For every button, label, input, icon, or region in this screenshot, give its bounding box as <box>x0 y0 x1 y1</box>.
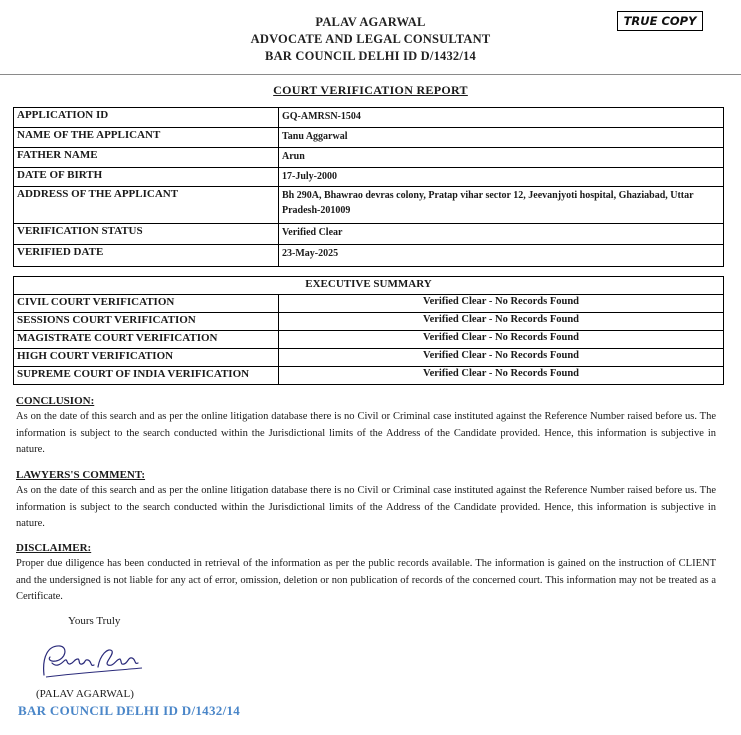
detail-label: FATHER NAME <box>14 148 279 168</box>
summary-label: CIVIL COURT VERIFICATION <box>14 295 279 313</box>
conclusion-section <box>16 395 716 459</box>
disclaimer-text: Proper due diligence has been conducted in retrieval of the information as per the public records available. The information is gained on the instruction of CLIENT and the undersigned is not liable for any act of error, omission, deletion or non publication of records of the concerned court. This information may not be treated as a Certificate. <box>16 558 716 602</box>
lawyers-comment-text: As on the date of this search and as per the online litigation database there is no Civil or Criminal case instituted against the Reference Number raised before us. The information is subject to the search conducted within the Jurisdictional limits of the Address of the Candidate provided. Hence, this information is subjective in nature. <box>16 485 716 529</box>
conclusion-text: As on the date of this search and as per the online litigation database there is no Civil or Criminal case instituted against the Reference Number raised before us. The information is subject to the search conducted within the Jurisdictional limits of the Address of the Candidate provided. Hence, this information is subjective in nature. <box>16 411 716 455</box>
conclusion-heading: CONCLUSION: <box>16 395 95 407</box>
table-row <box>14 295 724 313</box>
closing-salutation: Yours Truly <box>68 615 121 627</box>
disclaimer-heading: DISCLAIMER: <box>16 542 92 554</box>
advocate-title: ADVOCATE AND LEGAL CONSULTANT <box>250 32 491 46</box>
executive-summary-table <box>13 276 724 385</box>
summary-label: MAGISTRATE COURT VERIFICATION <box>14 331 279 349</box>
table-row <box>14 367 724 385</box>
signer-name: (PALAV AGARWAL) <box>36 688 134 700</box>
table-row <box>14 148 724 168</box>
header-divider <box>0 74 741 75</box>
summary-heading: EXECUTIVE SUMMARY <box>14 277 724 295</box>
summary-value: Verified Clear - No Records Found <box>279 367 724 385</box>
footer-bar-council-id: BAR COUNCIL DELHI ID D/1432/14 <box>18 703 241 718</box>
detail-value: 23-May-2025 <box>279 245 724 267</box>
report-title: COURT VERIFICATION REPORT <box>273 83 468 97</box>
table-row <box>14 187 724 224</box>
detail-value: Bh 290A, Bhawrao devras colony, Pratap vihar sector 12, Jeevanjyoti hospital, Ghaziabad, Uttar Pradesh-201009 <box>279 187 724 224</box>
detail-value: Arun <box>279 148 724 168</box>
table-row <box>14 313 724 331</box>
lawyers-comment-heading: LAWYERS'S COMMENT: <box>16 469 146 481</box>
handwritten-signature <box>38 637 148 683</box>
summary-value: Verified Clear - No Records Found <box>279 295 724 313</box>
detail-value: Verified Clear <box>279 224 724 245</box>
table-header-row <box>14 277 724 295</box>
true-copy-stamp: TRUE COPY <box>617 11 703 31</box>
table-row <box>14 331 724 349</box>
detail-label: APPLICATION ID <box>14 108 279 128</box>
advocate-name: PALAV AGARWAL <box>315 15 426 29</box>
summary-value: Verified Clear - No Records Found <box>279 331 724 349</box>
table-row <box>14 128 724 148</box>
summary-label: HIGH COURT VERIFICATION <box>14 349 279 367</box>
detail-label: VERIFIED DATE <box>14 245 279 267</box>
detail-value: GQ-AMRSN-1504 <box>279 108 724 128</box>
summary-value: Verified Clear - No Records Found <box>279 349 724 367</box>
detail-label: ADDRESS OF THE APPLICANT <box>14 187 279 224</box>
detail-label: VERIFICATION STATUS <box>14 224 279 245</box>
detail-label: NAME OF THE APPLICANT <box>14 128 279 148</box>
summary-label: SUPREME COURT OF INDIA VERIFICATION <box>14 367 279 385</box>
detail-value: 17-July-2000 <box>279 168 724 187</box>
disclaimer-section <box>16 542 716 606</box>
bar-council-id: BAR COUNCIL DELHI ID D/1432/14 <box>265 49 476 63</box>
table-row <box>14 349 724 367</box>
lawyers-comment-section <box>16 469 716 533</box>
summary-label: SESSIONS COURT VERIFICATION <box>14 313 279 331</box>
detail-label: DATE OF BIRTH <box>14 168 279 187</box>
applicant-details-table <box>13 107 724 267</box>
table-row <box>14 168 724 187</box>
summary-value: Verified Clear - No Records Found <box>279 313 724 331</box>
table-row <box>14 245 724 267</box>
table-row <box>14 224 724 245</box>
detail-value: Tanu Aggarwal <box>279 128 724 148</box>
table-row <box>14 108 724 128</box>
